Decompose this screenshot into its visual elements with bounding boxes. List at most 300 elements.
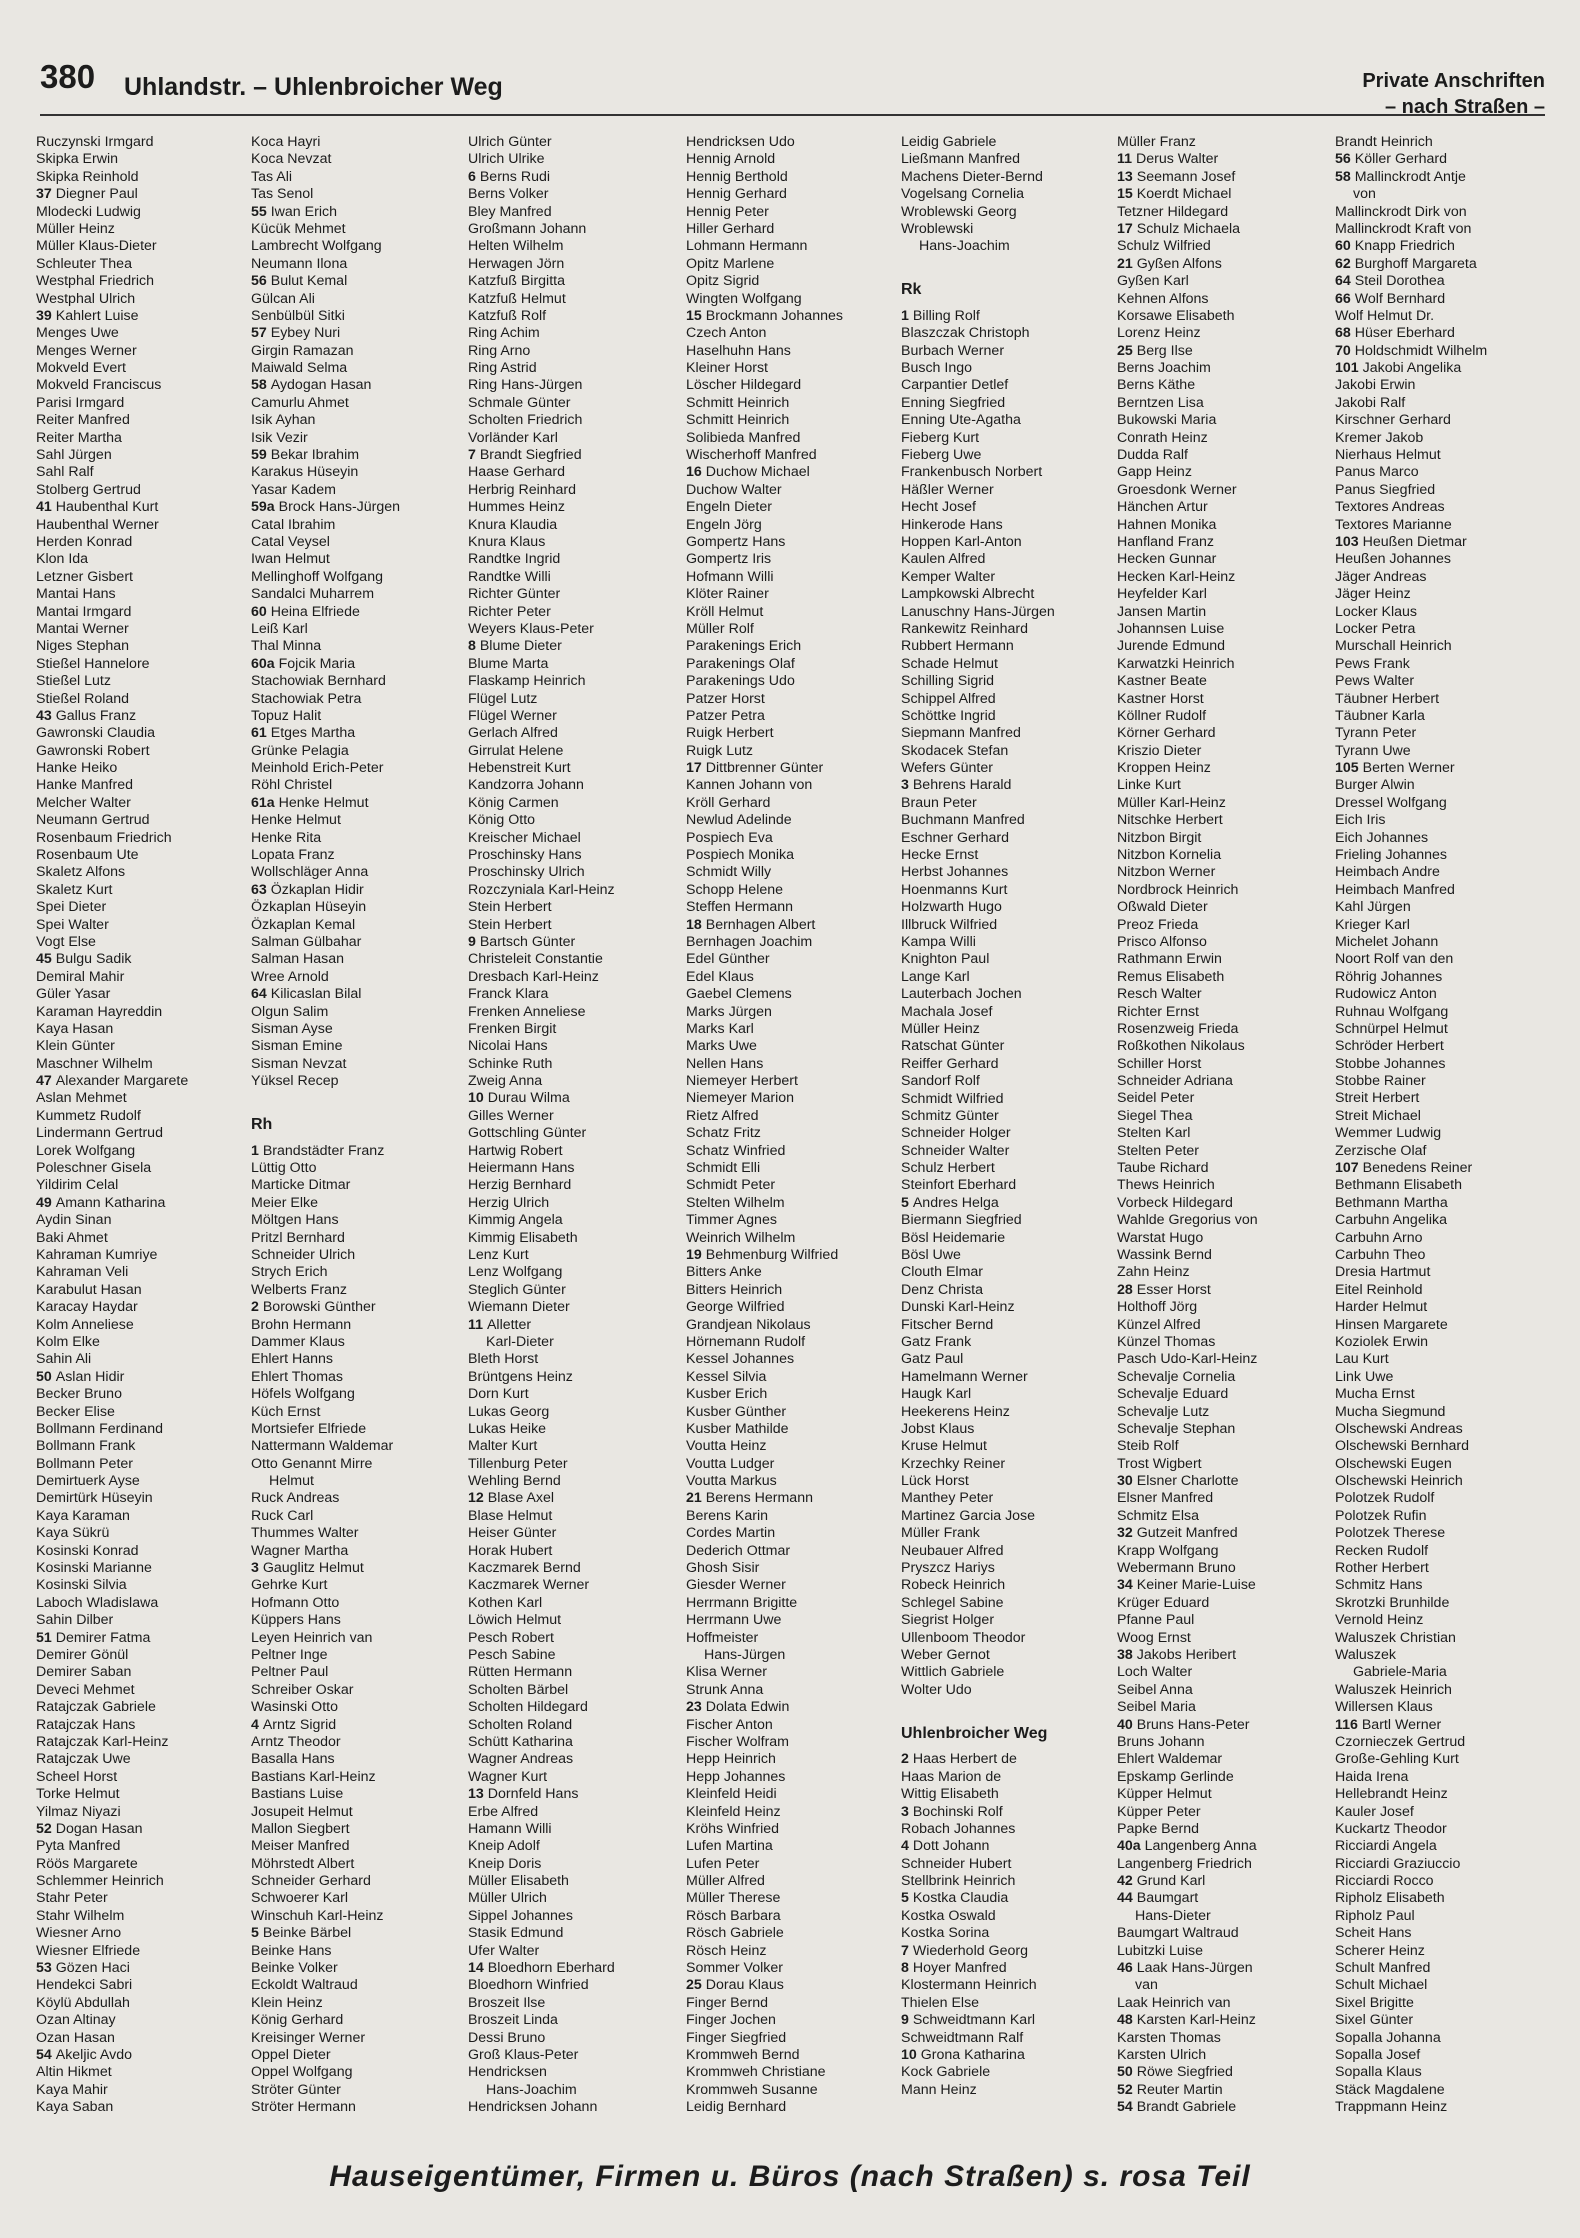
- resident-entry: Katzfuß Rolf: [468, 307, 547, 324]
- resident-entry: Webermann Bruno: [1117, 1560, 1236, 1577]
- resident-entry: Mallinckrodt Dirk von: [1335, 203, 1467, 220]
- resident-entry: Schatz Winfried: [686, 1142, 786, 1159]
- resident-entry: Manthey Peter: [901, 1490, 994, 1507]
- resident-entry: Hecht Josef: [901, 499, 976, 516]
- resident-name: Etges Martha: [270, 725, 356, 742]
- resident-name: Bulgu Sadik: [55, 951, 132, 968]
- running-head: Uhlandstr. – Uhlenbroicher Weg: [124, 73, 503, 101]
- resident-entry: Gülcan Ali: [251, 290, 315, 307]
- resident-entry: Ricciardi Rocco: [1335, 1873, 1434, 1890]
- resident-entry: Wagner Andreas: [468, 1751, 574, 1768]
- resident-entry: Hoffmeister: [686, 1629, 759, 1646]
- resident-entry: Müller Heinz: [901, 1020, 980, 1037]
- resident-entry: Rosenbaum Friedrich: [36, 829, 172, 846]
- resident-entry: Strych Erich: [251, 1264, 328, 1281]
- resident-entry: Horak Hubert: [468, 1542, 553, 1559]
- resident-entry: Höfels Wolfgang: [251, 1386, 355, 1403]
- page-number: 380: [40, 58, 96, 95]
- resident-entry: Wingten Wolfgang: [686, 290, 802, 307]
- resident-entry: [251, 1717, 463, 1734]
- resident-entry: [1117, 221, 1329, 238]
- section-label-line2: – nach Straßen –: [1384, 96, 1545, 118]
- house-number: 62: [1335, 255, 1355, 272]
- resident-entry: Polotzek Therese: [1335, 1525, 1446, 1542]
- resident-entry: [1117, 2012, 1329, 2029]
- resident-entry: Gilles Werner: [468, 1107, 554, 1124]
- resident-entry: Mucha Siegmund: [1335, 1403, 1446, 1420]
- resident-name: Bernhagen Albert: [705, 916, 816, 933]
- resident-entry: Hanke Manfred: [36, 777, 133, 794]
- resident-entry: Dressel Wolfgang: [1335, 794, 1447, 811]
- resident-entry: [686, 464, 898, 481]
- resident-entry: Opitz Marlene: [686, 255, 775, 272]
- resident-entry: Rösch Gabriele: [686, 1925, 784, 1942]
- resident-entry: Timmer Agnes: [686, 1212, 777, 1229]
- resident-name: Keiner Marie-Luise: [1136, 1577, 1256, 1594]
- resident-entry: Isik Ayhan: [251, 412, 316, 429]
- resident-entry: Stachowiak Bernhard: [251, 673, 386, 690]
- house-number: 4: [901, 1838, 913, 1855]
- resident-entry: Scholten Roland: [468, 1716, 573, 1733]
- resident-entry: Zerzische Olaf: [1335, 1142, 1427, 1159]
- resident-entry: Papke Bernd: [1117, 1820, 1200, 1837]
- resident-entry: Eich Johannes: [1335, 829, 1429, 846]
- house-number: 46: [1117, 1960, 1137, 1977]
- resident-entry: Kahraman Kumriye: [36, 1247, 158, 1263]
- resident-entry: Herbrig Reinhard: [468, 481, 577, 498]
- resident-entry: [1117, 1577, 1329, 1594]
- resident-entry: Schmitz Elsa: [1117, 1507, 1199, 1524]
- resident-entry: Demirer Saban: [36, 1664, 132, 1681]
- resident-entry: Jobst Klaus: [901, 1420, 975, 1437]
- resident-entry: Polotzek Rufin: [1335, 1507, 1427, 1524]
- resident-entry: Dudda Ralf: [1117, 447, 1188, 464]
- resident-entry: Ströter Günter: [251, 2081, 341, 2098]
- resident-entry: Carbuhn Theo: [1335, 1247, 1426, 1263]
- resident-entry: Hartwig Robert: [468, 1142, 563, 1159]
- resident-entry: Hennig Arnold: [686, 151, 776, 168]
- resident-entry: Pyta Manfred: [36, 1838, 121, 1855]
- resident-entry: Broszeit Ilse: [468, 1994, 546, 2011]
- resident-entry: Edel Günther: [686, 951, 770, 968]
- resident-entry: Heekerens Heinz: [901, 1403, 1010, 1420]
- resident-name: Arntz Sigrid: [262, 1716, 337, 1733]
- resident-entry: Weinrich Wilhelm: [686, 1229, 796, 1246]
- house-number: 28: [1117, 1281, 1137, 1298]
- resident-entry: Pospiech Eva: [686, 829, 773, 846]
- resident-entry: Müller Alfred: [686, 1873, 765, 1890]
- resident-entry: Oppel Wolfgang: [251, 2064, 353, 2081]
- resident-entry: Sahin Ali: [36, 1351, 92, 1368]
- resident-entry: Kostka Oswald: [901, 1907, 996, 1924]
- resident-entry: Cordes Martin: [686, 1525, 776, 1542]
- resident-entry: [36, 951, 248, 968]
- resident-entry: Pritzl Bernhard: [251, 1229, 345, 1246]
- house-number: 13: [1117, 168, 1137, 185]
- resident-entry: [251, 499, 463, 516]
- resident-entry: Müller Rolf: [686, 620, 754, 637]
- resident-entry: [686, 1699, 898, 1716]
- resident-entry: Hoenmanns Kurt: [901, 881, 1008, 898]
- resident-entry: [1117, 256, 1329, 273]
- resident-entry: Koziolek Erwin: [1335, 1333, 1429, 1350]
- resident-entry: Lubitzki Luise: [1117, 1942, 1203, 1959]
- resident-entry: Scherer Heinz: [1335, 1942, 1425, 1959]
- resident-entry: Große-Gehling Kurt: [1335, 1751, 1459, 1768]
- resident-entry: Karabulut Hasan: [36, 1281, 142, 1298]
- resident-entry: [1117, 1890, 1329, 1907]
- resident-entry: Vernold Heinz: [1335, 1612, 1424, 1629]
- resident-entry: Leiß Karl: [251, 620, 308, 637]
- resident-entry: Nicolai Hans: [468, 1038, 548, 1055]
- resident-entry: Voutta Ludger: [686, 1455, 775, 1472]
- resident-entry: Eckoldt Waltraud: [251, 1977, 358, 1994]
- resident-entry: Marks Karl: [686, 1020, 754, 1037]
- resident-entry: Schevalje Cornelia: [1117, 1368, 1236, 1385]
- resident-entry: Bastians Karl-Heinz: [251, 1768, 376, 1785]
- resident-entry: Rubbert Hermann: [901, 638, 1014, 655]
- resident-entry: [36, 499, 248, 516]
- resident-entry: Schmidt Elli: [686, 1160, 761, 1177]
- resident-entry: Lenz Kurt: [468, 1247, 529, 1263]
- resident-entry: Steinfort Eberhard: [901, 1177, 1017, 1194]
- resident-entry: [1117, 343, 1329, 360]
- resident-entry: Herwagen Jörn: [468, 255, 565, 272]
- resident-entry: Stießel Roland: [36, 690, 130, 707]
- resident-entry: Haida Irena: [1335, 1768, 1409, 1785]
- house-number: 61: [251, 725, 271, 742]
- resident-entry: Wroblewski Georg: [901, 203, 1017, 220]
- house-number: 2: [901, 1751, 913, 1768]
- resident-entry: Engeln Jörg: [686, 516, 762, 533]
- resident-entry: Spei Dieter: [36, 899, 107, 916]
- resident-entry: [1117, 186, 1329, 203]
- resident-name: Gauglitz Helmut: [262, 1560, 364, 1577]
- resident-entry: Gatz Paul: [901, 1351, 964, 1368]
- house-number: 30: [1117, 1473, 1137, 1490]
- resident-entry: Carpantier Detlef: [901, 377, 1009, 394]
- resident-entry: Pryszcz Hariys: [901, 1560, 995, 1577]
- resident-name: Gyßen Alfons: [1136, 255, 1222, 272]
- house-number: 4: [251, 1716, 263, 1733]
- house-number: 11: [468, 1316, 487, 1333]
- resident-entry: Karacay Haydar: [36, 1299, 138, 1316]
- section-label: [1362, 68, 1545, 120]
- resident-entry: [251, 795, 463, 812]
- resident-entry: Häßler Werner: [901, 481, 994, 498]
- resident-entry: Kosinski Silvia: [36, 1577, 127, 1594]
- resident-entry: Leidig Gabriele: [901, 134, 997, 150]
- house-number: 17: [686, 760, 706, 777]
- column-4: [686, 134, 898, 2117]
- resident-entry: Heimbach Manfred: [1335, 881, 1455, 898]
- resident-entry: [36, 708, 248, 725]
- entry-continuation: Gabriele-Maria: [1353, 1664, 1447, 1681]
- resident-entry: Kessel Silvia: [686, 1368, 767, 1385]
- resident-entry: Rosenbaum Ute: [36, 847, 139, 864]
- house-number: 37: [36, 186, 56, 203]
- resident-entry: Kremer Jakob: [1335, 429, 1424, 446]
- resident-entry: Kusber Günther: [686, 1403, 787, 1420]
- resident-entry: Leyen Heinrich van: [251, 1629, 373, 1646]
- resident-entry: Seidel Peter: [1117, 1090, 1195, 1107]
- house-number: 52: [1117, 2081, 1137, 2098]
- resident-entry: Schneider Ulrich: [251, 1247, 356, 1264]
- resident-entry: Neumann Gertrud: [36, 812, 150, 829]
- resident-entry: Kreisinger Werner: [251, 2029, 366, 2046]
- resident-entry: Hecke Ernst: [901, 847, 979, 864]
- resident-entry: Klein Heinz: [251, 1994, 323, 2011]
- resident-entry: Isik Vezir: [251, 429, 308, 446]
- resident-entry: Carbuhn Angelika: [1335, 1212, 1448, 1229]
- resident-entry: Schmitt Heinrich: [686, 394, 790, 411]
- header-rule: [40, 114, 1545, 116]
- resident-entry: Wefers Günter: [901, 760, 993, 777]
- resident-entry: Schult Michael: [1335, 1977, 1428, 1994]
- house-number: 66: [1335, 290, 1355, 307]
- resident-entry: Menges Uwe: [36, 325, 119, 342]
- resident-entry: Wittlich Gabriele: [901, 1664, 1005, 1681]
- resident-entry: Opitz Sigrid: [686, 273, 760, 290]
- resident-entry: König Otto: [468, 812, 536, 829]
- house-number: 15: [1117, 186, 1137, 203]
- resident-entry: Loch Walter: [1117, 1664, 1193, 1681]
- resident-entry: Thummes Walter: [251, 1525, 359, 1542]
- resident-entry: Fieberg Kurt: [901, 429, 980, 446]
- resident-entry: Laboch Wladislawa: [36, 1594, 159, 1611]
- resident-entry: Berns Käthe: [1117, 377, 1196, 394]
- resident-entry: Bley Manfred: [468, 203, 552, 220]
- resident-name: Bartsch Günter: [479, 933, 576, 950]
- resident-entry: Henke Rita: [251, 829, 322, 846]
- resident-entry: Elsner Manfred: [1117, 1490, 1214, 1507]
- resident-entry: Schneider Holger: [901, 1125, 1011, 1142]
- resident-entry: Bleth Horst: [468, 1351, 539, 1368]
- house-number: 40: [1117, 1716, 1137, 1733]
- resident-entry: Pfanne Paul: [1117, 1612, 1195, 1629]
- resident-entry: [251, 725, 463, 742]
- resident-entry: Illbruck Wilfried: [901, 916, 998, 933]
- resident-entry: Groß Klaus-Peter: [468, 2046, 579, 2063]
- resident-entry: Berns Volker: [468, 186, 549, 203]
- resident-entry: Winschuh Karl-Heinz: [251, 1907, 384, 1924]
- resident-entry: Hennig Peter: [686, 203, 769, 220]
- resident-name: Behrens Harald: [912, 777, 1012, 794]
- resident-entry: Strunk Anna: [686, 1681, 764, 1698]
- house-number: 14: [468, 1960, 488, 1977]
- resident-entry: Heimbach Andre: [1335, 864, 1440, 881]
- resident-entry: Sopalla Josef: [1335, 2046, 1421, 2063]
- resident-entry: Lufen Martina: [686, 1838, 773, 1855]
- resident-entry: Marks Jürgen: [686, 1003, 772, 1020]
- resident-entry: Scholten Bärbel: [468, 1681, 569, 1698]
- resident-entry: Flügel Werner: [468, 707, 557, 724]
- resident-entry: Seibel Maria: [1117, 1699, 1196, 1716]
- resident-entry: Woog Ernst: [1117, 1629, 1191, 1646]
- resident-entry: Becker Bruno: [36, 1386, 122, 1403]
- resident-entry: Heußen Johannes: [1335, 551, 1451, 568]
- resident-entry: Sandorf Rolf: [901, 1073, 980, 1090]
- resident-entry: Schevalje Lutz: [1117, 1403, 1210, 1420]
- house-number: 48: [1117, 2012, 1137, 2029]
- resident-entry: Kriszio Dieter: [1117, 742, 1202, 759]
- resident-entry: [1117, 1873, 1329, 1890]
- resident-entry: Roßkothen Nikolaus: [1117, 1038, 1245, 1055]
- resident-entry: Schweidtmann Ralf: [901, 2029, 1024, 2046]
- resident-entry: Hepp Heinrich: [686, 1751, 776, 1768]
- resident-entry: Lorenz Heinz: [1117, 325, 1201, 342]
- resident-entry: Peltner Paul: [251, 1664, 329, 1681]
- house-number: 15: [686, 307, 706, 324]
- resident-entry: Pesch Robert: [468, 1629, 554, 1646]
- resident-entry: Ring Arno: [468, 342, 531, 359]
- resident-entry: Olschewski Heinrich: [1335, 1473, 1463, 1490]
- resident-entry: Reiffer Gerhard: [901, 1055, 999, 1072]
- resident-name: Wiederhold Georg: [912, 1942, 1028, 1959]
- resident-entry: Hecken Karl-Heinz: [1117, 568, 1236, 585]
- resident-entry: Brohn Hermann: [251, 1316, 352, 1333]
- resident-entry: Voutta Markus: [686, 1473, 777, 1490]
- resident-name: Schweidtmann Karl: [912, 2012, 1036, 2029]
- resident-name: Haas Herbert de: [912, 1751, 1017, 1768]
- resident-entry: [1335, 291, 1555, 308]
- resident-entry: Fischer Wolfram: [686, 1733, 790, 1750]
- resident-entry: [251, 273, 463, 290]
- resident-entry: [1117, 169, 1329, 186]
- resident-entry: Schade Helmut: [901, 655, 998, 672]
- resident-entry: Kaya Saban: [36, 2099, 114, 2116]
- resident-entry: Karakus Hüseyin: [251, 464, 359, 481]
- resident-entry: Stobbe Johannes: [1335, 1055, 1446, 1072]
- resident-entry: Löwich Helmut: [468, 1612, 562, 1629]
- house-number: 55: [251, 203, 271, 220]
- resident-entry: Skrotzki Brunhilde: [1335, 1594, 1450, 1611]
- resident-entry: Rietz Alfred: [686, 1107, 759, 1124]
- resident-entry: [468, 934, 680, 951]
- resident-entry: Melcher Walter: [36, 794, 131, 811]
- resident-entry: [36, 2047, 248, 2064]
- resident-entry: Marks Uwe: [686, 1038, 757, 1055]
- resident-entry: Hoppen Karl-Anton: [901, 534, 1022, 550]
- resident-entry: Krommweh Christiane: [686, 2064, 826, 2081]
- resident-entry: Lüttig Otto: [251, 1160, 317, 1177]
- resident-entry: Kneip Doris: [468, 1855, 542, 1872]
- resident-entry: Bastians Luise: [251, 1786, 344, 1803]
- resident-entry: Kleinfeld Heinz: [686, 1803, 781, 1820]
- resident-entry: Karaman Hayreddin: [36, 1003, 163, 1020]
- resident-entry: [901, 1838, 1113, 1855]
- resident-entry: Trappmann Heinz: [1335, 2099, 1448, 2116]
- resident-entry: [901, 1751, 1113, 1768]
- resident-entry: [1335, 343, 1555, 360]
- resident-entry: Hellebrandt Heinz: [1335, 1786, 1448, 1803]
- entry-continuation: Helmut: [269, 1473, 314, 1490]
- resident-entry: Sisman Nevzat: [251, 1055, 347, 1072]
- resident-name: Blume Dieter: [479, 638, 562, 655]
- resident-entry: Wolf Helmut Dr.: [1335, 307, 1435, 324]
- resident-entry: Klon Ida: [36, 551, 89, 568]
- resident-entry: Blume Marta: [468, 655, 549, 672]
- entry-continuation: Hans-Joachim: [919, 238, 1010, 255]
- resident-entry: Stellbrink Heinrich: [901, 1873, 1016, 1890]
- resident-entry: Lauterbach Jochen: [901, 986, 1022, 1003]
- resident-entry: Olschewski Eugen: [1335, 1455, 1452, 1472]
- resident-entry: Jäger Andreas: [1335, 568, 1427, 585]
- spacer: [251, 1090, 463, 1107]
- resident-name: Burghoff Margareta: [1354, 255, 1477, 272]
- resident-entry: Jakobi Erwin: [1335, 377, 1416, 394]
- resident-entry: Streit Herbert: [1335, 1090, 1420, 1107]
- resident-entry: Olschewski Bernhard: [1335, 1438, 1470, 1455]
- resident-entry: Schlemmer Heinrich: [36, 1873, 164, 1890]
- resident-entry: [901, 1804, 1113, 1821]
- resident-entry: Ströter Hermann: [251, 2099, 356, 2116]
- resident-entry: Panus Siegfried: [1335, 481, 1436, 498]
- resident-entry: Hecken Gunnar: [1117, 551, 1217, 568]
- resident-entry: Willersen Klaus: [1335, 1699, 1433, 1716]
- resident-name: Berten Werner: [1362, 760, 1455, 777]
- resident-entry: Tyrann Peter: [1335, 725, 1417, 742]
- resident-name: Berns Rudi: [479, 168, 551, 185]
- resident-entry: Franck Klara: [468, 986, 549, 1003]
- house-number: 101: [1335, 360, 1363, 377]
- resident-entry: Ricciardi Angela: [1335, 1838, 1437, 1855]
- resident-name: Elsner Charlotte: [1136, 1473, 1239, 1490]
- resident-entry: Müller Therese: [686, 1890, 781, 1907]
- house-number: 1: [901, 307, 913, 324]
- resident-name: Wolf Bernhard: [1354, 290, 1446, 307]
- resident-entry: Ratajczak Uwe: [36, 1751, 131, 1768]
- resident-entry: Sahl Ralf: [36, 464, 94, 481]
- resident-entry: Täubner Herbert: [1335, 690, 1440, 707]
- resident-entry: Wiesner Elfriede: [36, 1942, 141, 1959]
- resident-entry: Gyßen Karl: [1117, 273, 1189, 290]
- resident-entry: Duchow Walter: [686, 481, 782, 498]
- resident-entry: Dederich Ottmar: [686, 1542, 791, 1559]
- resident-entry: Scholten Hildegard: [468, 1699, 588, 1716]
- resident-entry: Kirschner Gerhard: [1335, 412, 1451, 429]
- resident-entry: Reiter Martha: [36, 429, 122, 446]
- resident-entry: Solibieda Manfred: [686, 429, 801, 446]
- resident-entry: Herden Konrad: [36, 533, 133, 550]
- resident-name: Grund Karl: [1136, 1873, 1206, 1890]
- resident-entry: Scheel Horst: [36, 1768, 118, 1785]
- resident-entry: Schatz Fritz: [686, 1125, 761, 1142]
- resident-entry: Camurlu Ahmet: [251, 394, 349, 411]
- resident-entry: [251, 1925, 463, 1942]
- resident-entry: Patzer Horst: [686, 690, 765, 707]
- resident-entry: Ufer Walter: [468, 1942, 540, 1959]
- resident-entry: Zweig Anna: [468, 1073, 543, 1090]
- resident-entry: Steib Rolf: [1117, 1438, 1179, 1455]
- resident-entry: Meinhold Erich-Peter: [251, 760, 384, 777]
- resident-entry: Berens Karin: [686, 1507, 769, 1524]
- resident-entry: Czornieczek Gertrud: [1335, 1733, 1466, 1750]
- resident-name: Bekar Ibrahim: [270, 447, 360, 464]
- resident-entry: Kaya Hasan: [36, 1020, 114, 1037]
- house-number: 5: [251, 1925, 263, 1942]
- resident-name: Berg Ilse: [1136, 342, 1193, 359]
- resident-entry: Rudowicz Anton: [1335, 986, 1437, 1003]
- resident-entry: [468, 1317, 680, 1334]
- resident-entry: Lukas Heike: [468, 1420, 547, 1437]
- resident-entry: Sommer Volker: [686, 1960, 783, 1977]
- resident-entry: Kröhs Winfried: [686, 1820, 780, 1837]
- resident-entry: Kemper Walter: [901, 568, 996, 585]
- resident-entry: Klein Günter: [36, 1038, 115, 1055]
- resident-entry: Wittig Elisabeth: [901, 1786, 999, 1803]
- resident-entry: Haugk Karl: [901, 1386, 972, 1403]
